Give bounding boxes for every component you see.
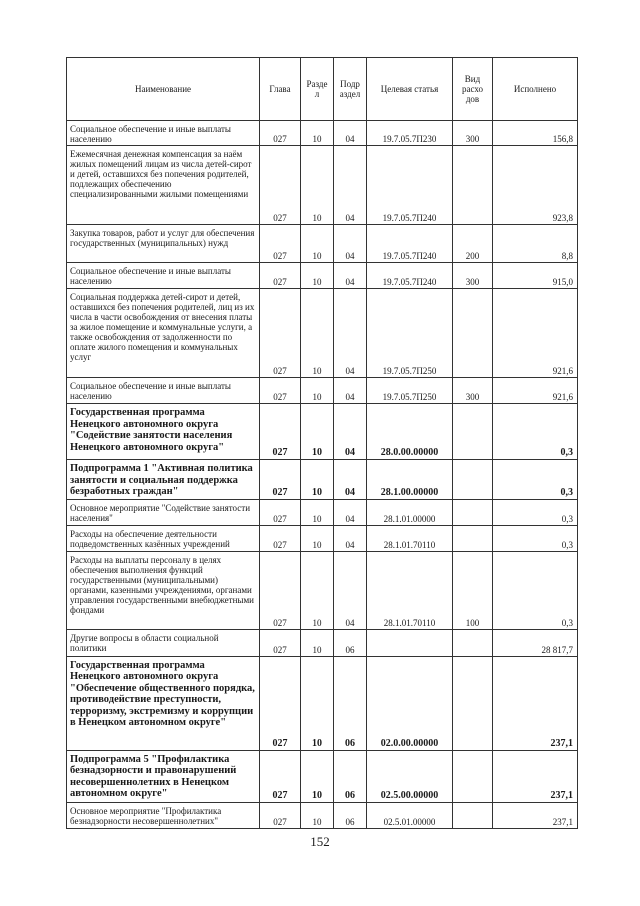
row-name: Социальная поддержка детей-сирот и детей, оставшихся без попечения родителей, лиц из их числа в части освобождения от внесения платы за жилое помещение и коммунальные услуги, а также освобождения от задолженности по оплате жилого помещения и коммунальных услуг: [67, 289, 260, 378]
row-name: Социальное обеспечение и иные выплаты населению: [67, 263, 260, 289]
table-row: [67, 499, 578, 525]
row-amount: 915,0: [493, 263, 578, 289]
row-vid: [453, 460, 493, 500]
row-razdel: 10: [301, 629, 334, 656]
row-podrazdel: 06: [334, 656, 367, 750]
row-name: Расходы на выплаты персоналу в целях обеспечения выполнения функций государственными (муниципальными) органами, казенными учреждениями, органами управления государственными внебюджетными фондами: [67, 551, 260, 629]
row-vid: 300: [453, 121, 493, 146]
row-amount: 237,1: [493, 750, 578, 802]
header-vid: Вид расхо дов: [453, 58, 493, 121]
row-razdel: 10: [301, 656, 334, 750]
row-vid: [453, 404, 493, 460]
row-vid: [453, 802, 493, 828]
row-podrazdel: 04: [334, 525, 367, 551]
row-razdel: 10: [301, 263, 334, 289]
row-statya: 19.7.05.7П240: [367, 146, 453, 225]
row-amount: 0,3: [493, 551, 578, 629]
page-number: 152: [310, 834, 330, 849]
row-vid: [453, 629, 493, 656]
row-amount: 28 817,7: [493, 629, 578, 656]
row-glava: 027: [260, 750, 301, 802]
budget-table: [66, 57, 578, 829]
row-name: Основное мероприятие "Содействие занятости населения": [67, 499, 260, 525]
header-statya: Целевая статья: [367, 58, 453, 121]
row-vid: [453, 499, 493, 525]
row-name: Расходы на обеспечение деятельности подведомственных казённых учреждений: [67, 525, 260, 551]
table-row: [67, 404, 578, 460]
row-razdel: 10: [301, 499, 334, 525]
row-name: Социальное обеспечение и иные выплаты населению: [67, 378, 260, 404]
row-razdel: 10: [301, 225, 334, 263]
row-razdel: 10: [301, 289, 334, 378]
row-razdel: 10: [301, 750, 334, 802]
table-row: [67, 263, 578, 289]
row-razdel: 10: [301, 121, 334, 146]
row-amount: 923,8: [493, 146, 578, 225]
row-vid: [453, 750, 493, 802]
row-glava: 027: [260, 146, 301, 225]
row-podrazdel: 04: [334, 551, 367, 629]
row-amount: 237,1: [493, 656, 578, 750]
row-statya: 19.7.05.7П250: [367, 378, 453, 404]
table-header-row: [67, 58, 578, 121]
row-name: Государственная программа Ненецкого автономного округа "Обеспечение общественного порядка, противодействие преступности, терроризму, экстремизму и коррупции в Ненецком автономном округе": [67, 656, 260, 750]
row-statya: 02.0.00.00000: [367, 656, 453, 750]
header-glava: Глава: [260, 58, 301, 121]
row-podrazdel: 04: [334, 460, 367, 500]
table-row: [67, 525, 578, 551]
row-podrazdel: 06: [334, 802, 367, 828]
row-name: Другие вопросы в области социальной политики: [67, 629, 260, 656]
row-statya: 19.7.05.7П230: [367, 121, 453, 146]
row-glava: 027: [260, 499, 301, 525]
row-razdel: 10: [301, 551, 334, 629]
row-statya: 28.1.01.00000: [367, 499, 453, 525]
row-glava: 027: [260, 629, 301, 656]
row-podrazdel: 06: [334, 629, 367, 656]
header-podrazdel: Подр аздел: [334, 58, 367, 121]
row-name: Социальное обеспечение и иные выплаты населению: [67, 121, 260, 146]
row-glava: 027: [260, 263, 301, 289]
row-name: Подпрограмма 1 "Активная политика занятости и социальная поддержка безработных граждан": [67, 460, 260, 500]
row-razdel: 10: [301, 460, 334, 500]
row-name: Ежемесячная денежная компенсация за наём жилых помещений лицам из числа детей-сирот и детей, оставшихся без попечения родителей, подлежащих обеспечению специализированными жилыми помещениями: [67, 146, 260, 225]
row-glava: 027: [260, 378, 301, 404]
row-glava: 027: [260, 225, 301, 263]
row-glava: 027: [260, 525, 301, 551]
row-vid: [453, 525, 493, 551]
row-name: Закупка товаров, работ и услуг для обеспечения государственных (муниципальных) нужд: [67, 225, 260, 263]
row-podrazdel: 04: [334, 225, 367, 263]
row-statya: 19.7.05.7П250: [367, 289, 453, 378]
row-vid: 300: [453, 378, 493, 404]
table-row: [67, 121, 578, 146]
row-amount: 8,8: [493, 225, 578, 263]
table-row: [67, 460, 578, 500]
row-razdel: 10: [301, 525, 334, 551]
row-name: Государственная программа Ненецкого автономного округа "Содействие занятости населения Ненецкого автономного округа": [67, 404, 260, 460]
row-vid: [453, 289, 493, 378]
row-razdel: 10: [301, 404, 334, 460]
table-row: [67, 750, 578, 802]
table-row: [67, 629, 578, 656]
header-amount: Исполнено: [493, 58, 578, 121]
row-statya: 19.7.05.7П240: [367, 225, 453, 263]
row-razdel: 10: [301, 378, 334, 404]
row-podrazdel: 06: [334, 750, 367, 802]
row-statya: [367, 629, 453, 656]
row-podrazdel: 04: [334, 146, 367, 225]
row-glava: 027: [260, 121, 301, 146]
header-name: Наименование: [67, 58, 260, 121]
row-statya: 02.5.01.00000: [367, 802, 453, 828]
row-podrazdel: 04: [334, 378, 367, 404]
row-vid: [453, 146, 493, 225]
row-statya: 28.0.00.00000: [367, 404, 453, 460]
budget-table-container: [66, 57, 577, 829]
row-statya: 28.1.01.70110: [367, 551, 453, 629]
table-row: [67, 225, 578, 263]
row-vid: 200: [453, 225, 493, 263]
row-podrazdel: 04: [334, 499, 367, 525]
row-glava: 027: [260, 289, 301, 378]
row-amount: 921,6: [493, 378, 578, 404]
table-row: [67, 551, 578, 629]
row-razdel: 10: [301, 802, 334, 828]
row-amount: 0,3: [493, 404, 578, 460]
row-statya: 28.1.00.00000: [367, 460, 453, 500]
header-razdel: Разде л: [301, 58, 334, 121]
row-amount: 237,1: [493, 802, 578, 828]
row-amount: 156,8: [493, 121, 578, 146]
row-statya: 19.7.05.7П240: [367, 263, 453, 289]
row-glava: 027: [260, 551, 301, 629]
row-amount: 0,3: [493, 499, 578, 525]
row-podrazdel: 04: [334, 404, 367, 460]
table-row: [67, 656, 578, 750]
row-statya: 28.1.01.70110: [367, 525, 453, 551]
row-podrazdel: 04: [334, 121, 367, 146]
row-name: Основное мероприятие "Профилактика безнадзорности несовершеннолетних": [67, 802, 260, 828]
row-glava: 027: [260, 802, 301, 828]
row-glava: 027: [260, 404, 301, 460]
table-row: [67, 146, 578, 225]
row-amount: 921,6: [493, 289, 578, 378]
row-vid: [453, 656, 493, 750]
row-glava: 027: [260, 460, 301, 500]
row-statya: 02.5.00.00000: [367, 750, 453, 802]
row-amount: 0,3: [493, 525, 578, 551]
table-row: [67, 289, 578, 378]
row-razdel: 10: [301, 146, 334, 225]
row-name: Подпрограмма 5 "Профилактика безнадзорности и правонарушений несовершеннолетних в Ненецком автономном округе": [67, 750, 260, 802]
row-vid: 100: [453, 551, 493, 629]
row-amount: 0,3: [493, 460, 578, 500]
table-row: [67, 378, 578, 404]
row-podrazdel: 04: [334, 289, 367, 378]
row-glava: 027: [260, 656, 301, 750]
table-row: [67, 802, 578, 828]
row-vid: 300: [453, 263, 493, 289]
row-podrazdel: 04: [334, 263, 367, 289]
